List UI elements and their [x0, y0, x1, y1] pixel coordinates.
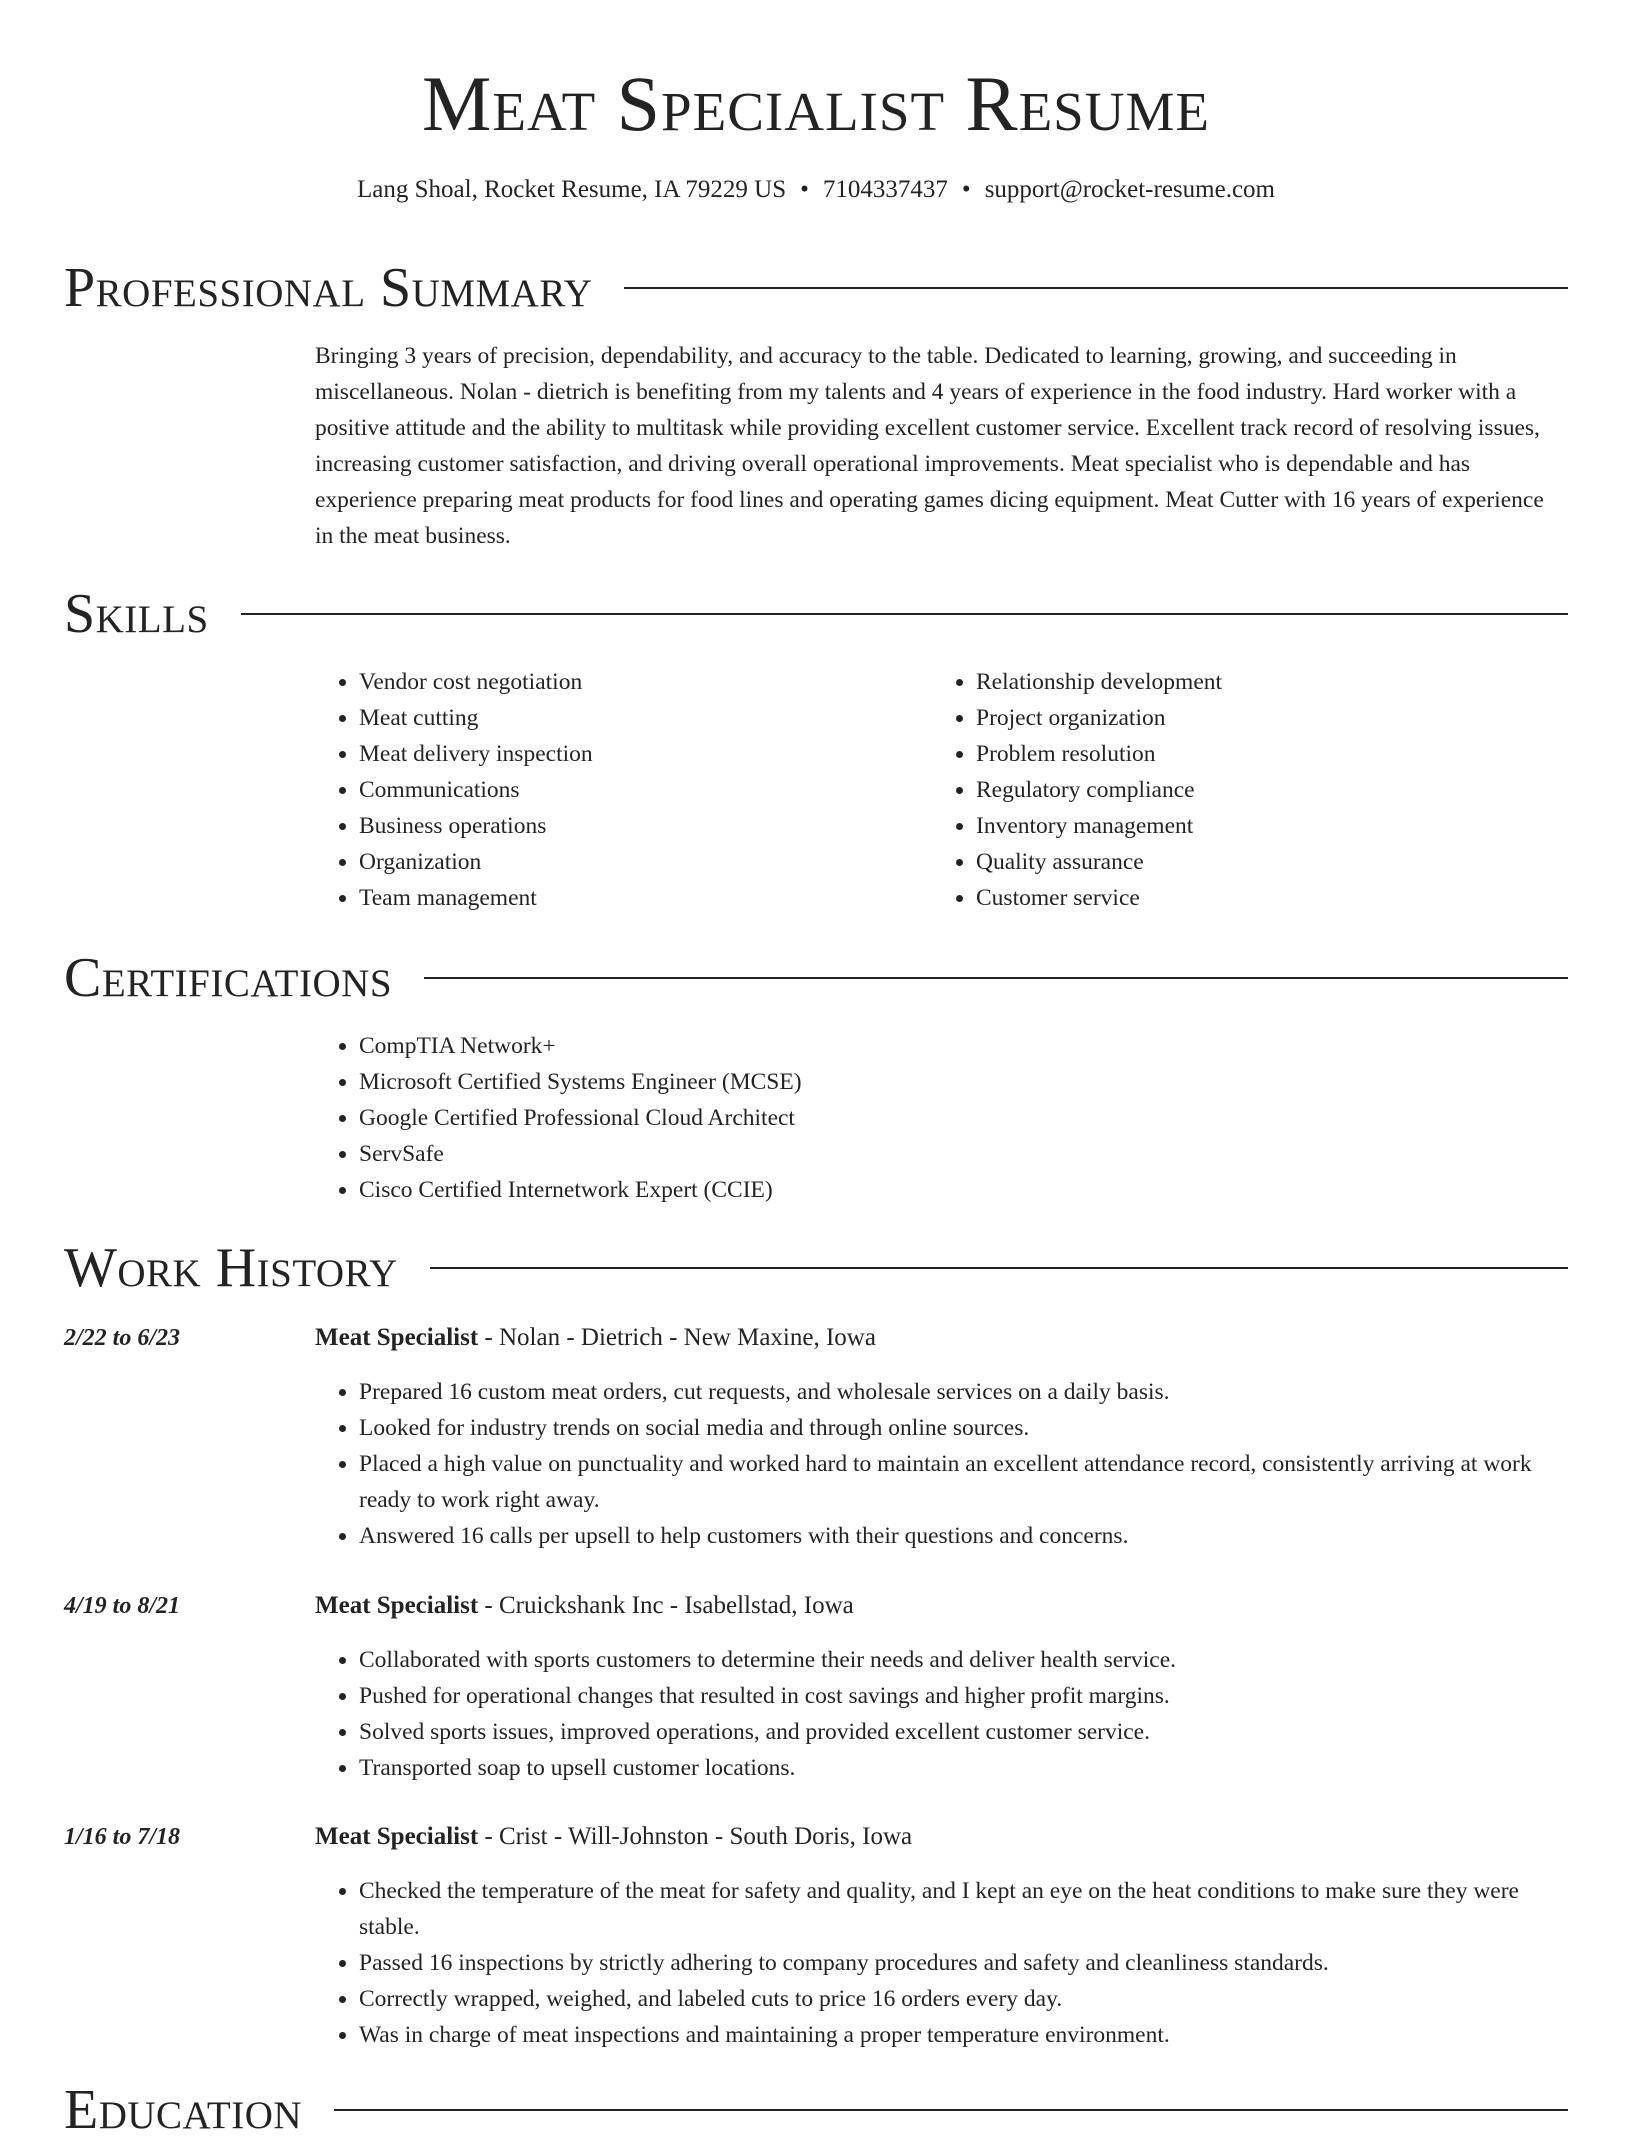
job-duty-item: • Looked for industry trends on social media and through online sources. — [359, 1410, 1565, 1446]
job-dates: 1/16 to 7/18 — [64, 1824, 181, 1850]
skill-item: • Inventory management — [976, 808, 1492, 844]
skill-item: • Communications — [359, 772, 875, 808]
skill-item: • Regulatory compliance — [976, 772, 1492, 808]
contact-email[interactable]: support@rocket-resume.com — [984, 176, 1275, 203]
job-title: Meat Specialist — [315, 1823, 479, 1850]
job-employer: - Nolan - Dietrich - New Maxine, Iowa — [478, 1324, 876, 1351]
skill-item: • Problem resolution — [976, 736, 1492, 772]
section-title-skills: Skills — [64, 583, 209, 645]
skill-item: • Business operations — [359, 808, 875, 844]
resume-title: Meat Specialist Resume — [422, 60, 1210, 147]
summary-text: Bringing 3 years of precision, dependability, and accuracy to the table. Dedicated to learning, growing, and succeeding in miscellaneous. Nolan - dietrich is benefiting from my talents and 4 years of experience in the food industry. Hard worker with a positive attitude and the ability to multitask while providing excellent customer service. Excellent track record of resolving issues, increasing customer satisfaction, and driving overall operational improvements. Meat specialist who is dependable and has experience preparing meat products for food lines and operating games dicing equipment. Meat Cutter with 16 years of experience in the meat business. — [315, 343, 1544, 549]
certification-item: • Microsoft Certified Systems Engineer (MCSE) — [359, 1064, 1215, 1100]
section-divider — [424, 977, 1568, 979]
section-header-certifications — [64, 946, 1568, 1010]
contact-line — [0, 174, 1632, 206]
contact-separator: • — [961, 176, 971, 203]
skill-item: • Relationship development — [976, 664, 1492, 700]
skill-item: • Meat cutting — [359, 700, 875, 736]
certification-item: • Google Certified Professional Cloud Architect — [359, 1100, 1215, 1136]
job-employer: - Crist - Will-Johnston - South Doris, Iowa — [478, 1823, 913, 1850]
section-header-skills — [64, 582, 1568, 646]
job-duty-item: • Collaborated with sports customers to determine their needs and deliver health service. — [359, 1642, 1565, 1678]
section-divider — [430, 1267, 1568, 1269]
section-title-certifications: Certifications — [64, 947, 393, 1009]
job-duty-item: • Placed a high value on punctuality and worked hard to maintain an excellent attendance record, consistently arriving at work ready to work right away. — [359, 1446, 1565, 1518]
job-duty-item: • Checked the temperature of the meat for safety and quality, and I kept an eye on the heat conditions to make sure they were stable. — [359, 1873, 1565, 1945]
contact-phone: 7104337437 — [822, 176, 948, 203]
certifications-list — [315, 1028, 1215, 1208]
section-divider — [241, 613, 1568, 615]
skills-list-right — [932, 664, 1492, 916]
job-heading — [315, 1819, 1563, 1855]
section-header-work-history — [64, 1236, 1568, 1300]
section-title-summary: Professional Summary — [64, 257, 593, 319]
section-divider — [334, 2109, 1568, 2111]
section-title-education: Education — [64, 2079, 303, 2141]
section-title-work-history: Work History — [64, 1237, 398, 1299]
job-duty-item: • Pushed for operational changes that resulted in cost savings and higher profit margins. — [359, 1678, 1565, 1714]
job-duty-item: • Was in charge of meat inspections and maintaining a proper temperature environment. — [359, 2017, 1565, 2053]
skill-item: • Team management — [359, 880, 875, 916]
skill-item: • Meat delivery inspection — [359, 736, 875, 772]
contact-separator: • — [800, 176, 809, 203]
job-duty-item: • Correctly wrapped, weighed, and labeled cuts to price 16 orders every day. — [359, 1981, 1565, 2017]
job-duty-item: • Prepared 16 custom meat orders, cut requests, and wholesale services on a daily basis. — [359, 1374, 1565, 1410]
certification-item: • ServSafe — [359, 1136, 1215, 1172]
section-header-education — [64, 2078, 1568, 2142]
job-dates: 4/19 to 8/21 — [64, 1593, 181, 1619]
section-header-summary — [64, 256, 1568, 320]
job-duties — [315, 1642, 1565, 1786]
job-dates: 2/22 to 6/23 — [64, 1325, 181, 1351]
job-duties — [315, 1873, 1565, 2053]
job-duty-item: • Answered 16 calls per upsell to help customers with their questions and concerns. — [359, 1518, 1565, 1554]
job-duty-item: • Transported soap to upsell customer locations. — [359, 1750, 1565, 1786]
skill-item: • Organization — [359, 844, 875, 880]
job-duties — [315, 1374, 1565, 1554]
job-duty-item: • Solved sports issues, improved operations, and provided excellent customer service. — [359, 1714, 1565, 1750]
job-heading — [315, 1588, 1563, 1624]
job-employer: - Cruickshank Inc - Isabellstad, Iowa — [478, 1592, 854, 1619]
job-title: Meat Specialist — [315, 1324, 479, 1351]
job-duty-item: • Passed 16 inspections by strictly adhering to company procedures and safety and cleanliness standards. — [359, 1945, 1565, 1981]
contact-address: Lang Shoal, Rocket Resume, IA 79229 US — [357, 176, 787, 203]
skills-list-left — [315, 664, 875, 916]
certification-item: • Cisco Certified Internetwork Expert (CCIE) — [359, 1172, 1215, 1208]
section-divider — [624, 287, 1568, 289]
job-title: Meat Specialist — [315, 1592, 479, 1619]
certification-item: • CompTIA Network+ — [359, 1028, 1215, 1064]
job-heading — [315, 1320, 1563, 1356]
skill-item: • Project organization — [976, 700, 1492, 736]
skill-item: • Vendor cost negotiation — [359, 664, 875, 700]
skill-item: • Customer service — [976, 880, 1492, 916]
skill-item: • Quality assurance — [976, 844, 1492, 880]
